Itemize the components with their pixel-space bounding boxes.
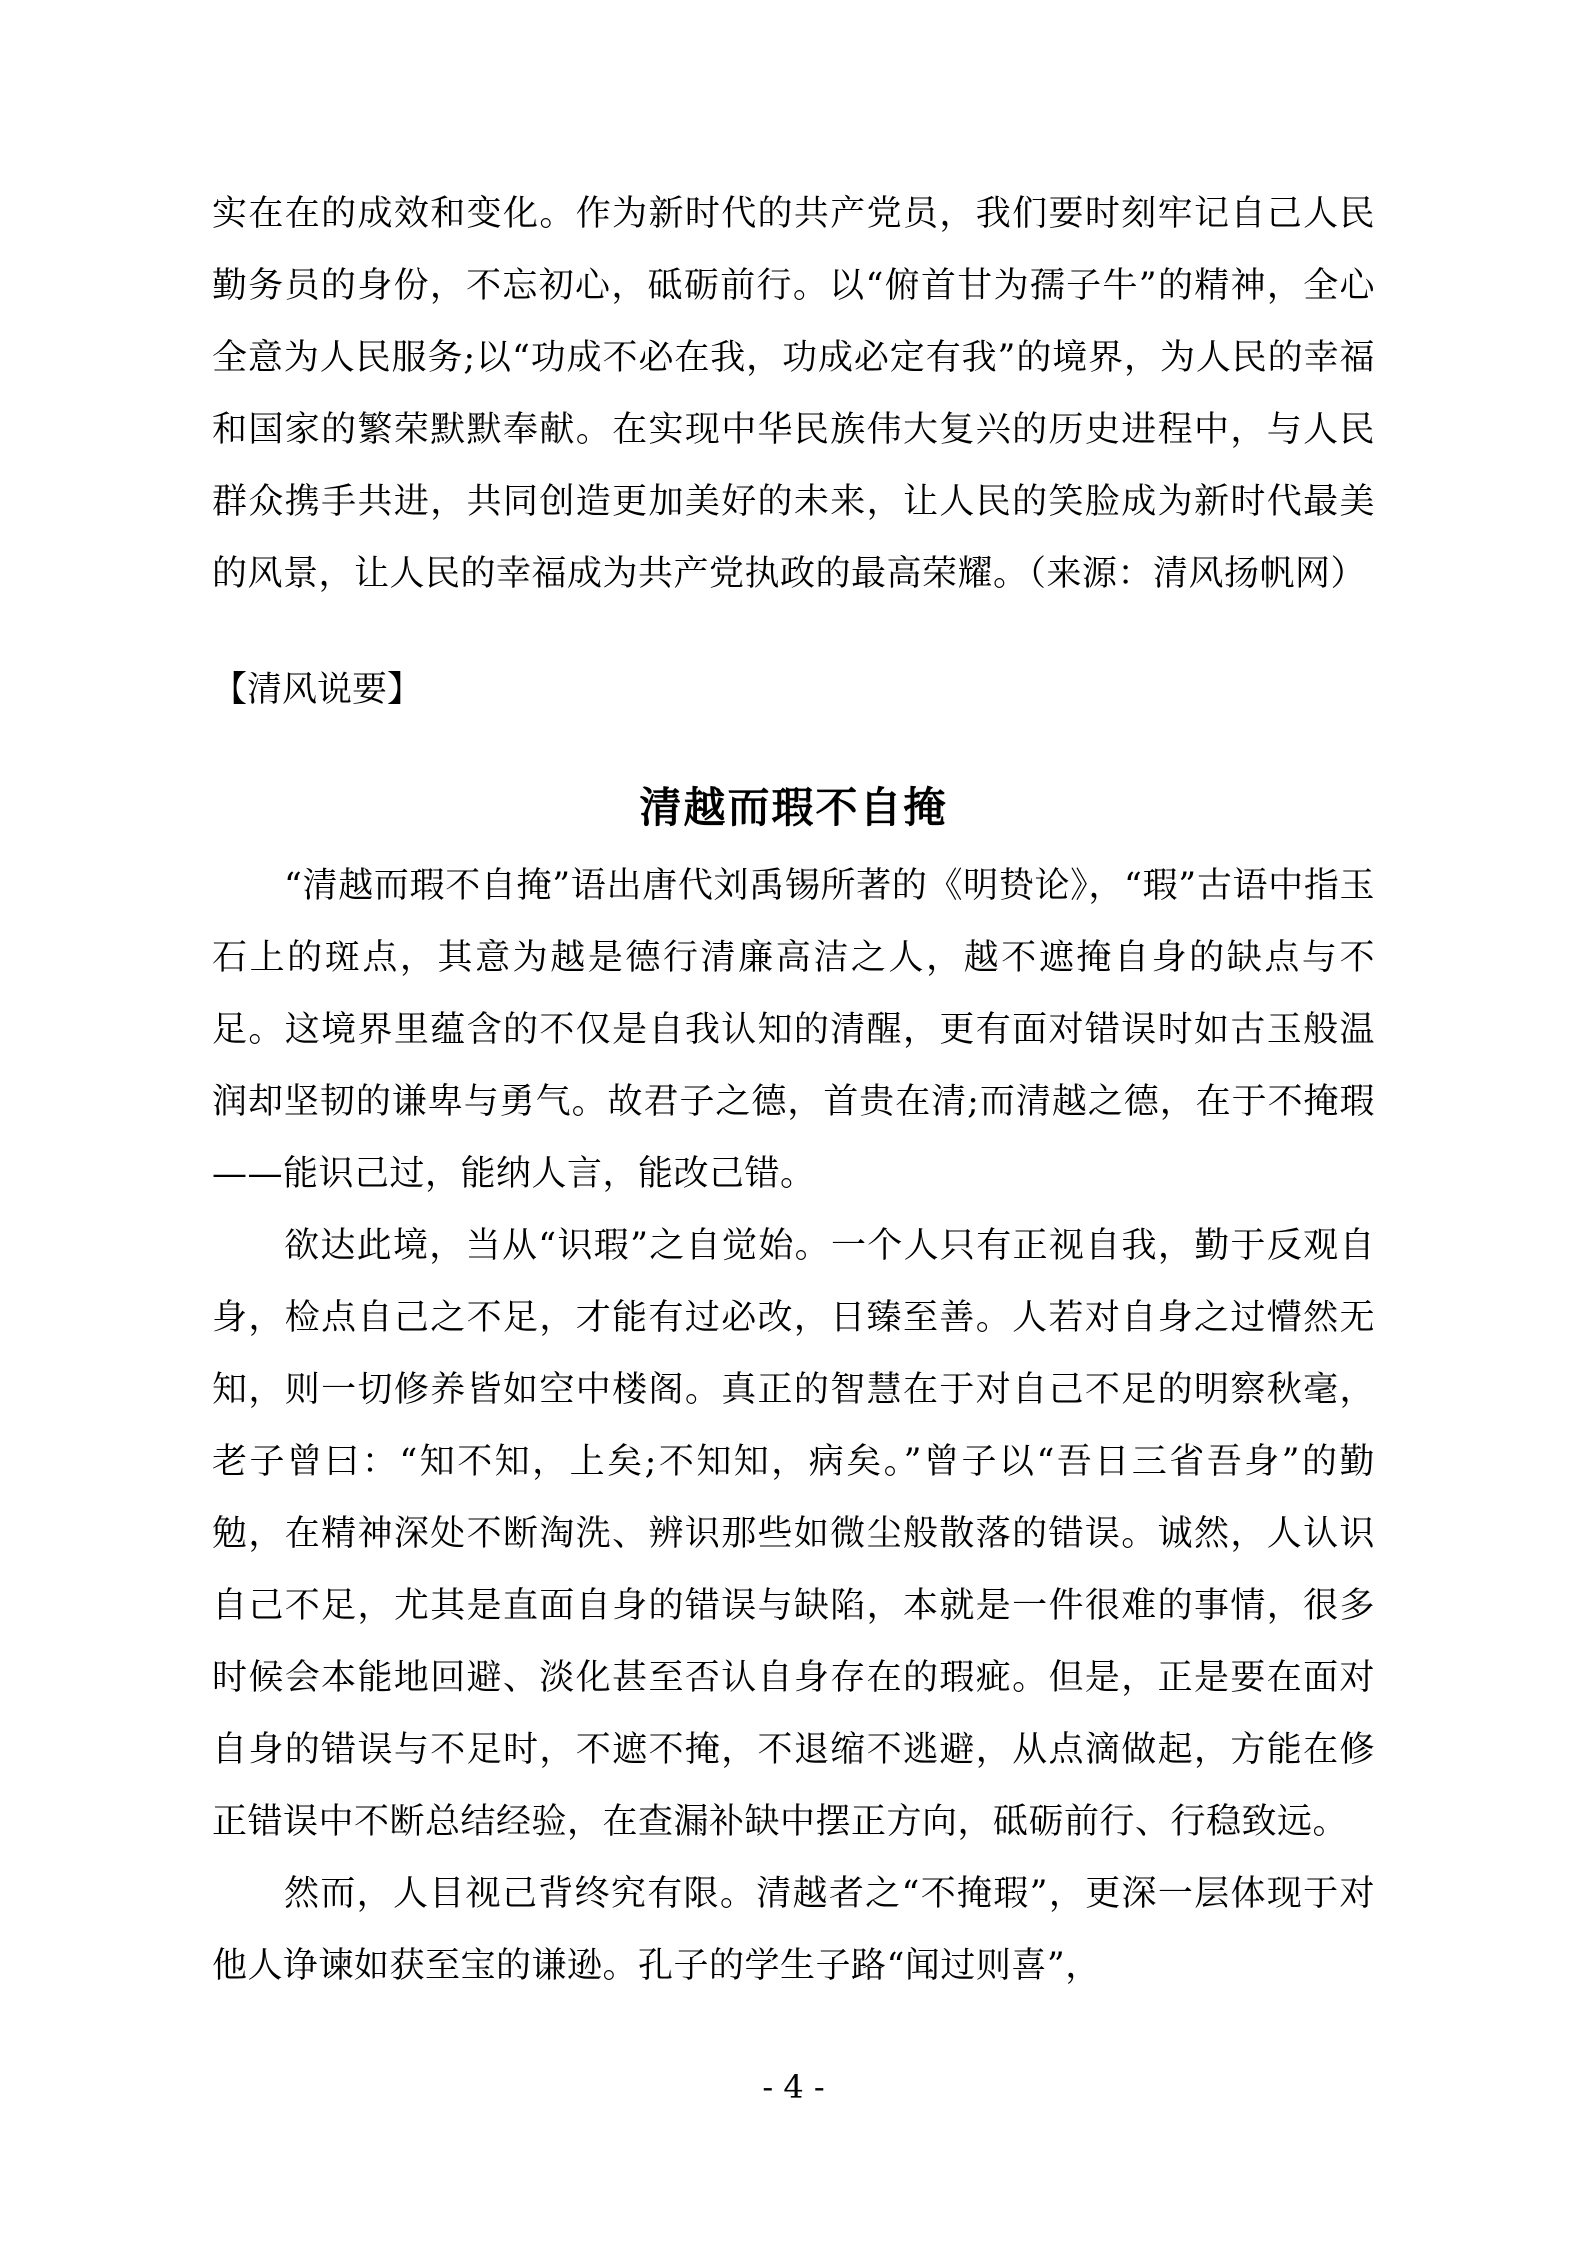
body-paragraph-2: 欲达此境，当从“识瑕”之自觉始。一个人只有正视自我，勤于反观自身，检点自己之不足，才能有过必改，日臻至善。人若对自身之过懵然无知，则一切修养皆如空中楼阁。真正的智慧在于对自己不足的明察秋毫，老子曾曰：“知不知，上矣;不知知，病矣。”曾子以“吾日三省吾身”的勤勉，在精神深处不断淘洗、辨识那些如微尘般散落的错误。诚然，人认识自己不足，尤其是直面自身的错误与缺陷，本就是一件很难的事情，很多时候会本能地回避、淡化甚至否认自身存在的瑕疵。但是，正是要在面对自身的错误与不足时，不遮不掩，不退缩不逃避，从点滴做起，方能在修正错误中不断总结经验，在查漏补缺中摆正方向，砥砺前行、行稳致远。: [212, 1226, 1375, 1842]
article-title: 清越而瑕不自掩: [639, 783, 948, 832]
section-tag: 【清风说要】: [212, 670, 423, 710]
page-number: - 4 -: [762, 2068, 825, 2106]
body-paragraph-1: “清越而瑕不自掩”语出唐代刘禹锡所著的《明贽论》，“瑕”古语中指玉石上的斑点，其意为越是德行清廉高洁之人，越不遮掩自身的缺点与不足。这境界里蕴含的不仅是自我认知的清醒，更有面对错误时如古玉般温润却坚韧的谦卑与勇气。故君子之德，首贵在清;而清越之德，在于不掩瑕——能识己过，能纳人言，能改己错。: [212, 866, 1375, 1194]
opening-paragraph: 实在在的成效和变化。作为新时代的共产党员，我们要时刻牢记自己人民勤务员的身份，不忘初心，砥砺前行。以“俯首甘为孺子牛”的精神，全心全意为人民服务;以“功成不必在我，功成必定有我”的境界，为人民的幸福和国家的繁荣默默奉献。在实现中华民族伟大复兴的历史进程中，与人民群众携手共进，共同创造更加美好的未来，让人民的笑脸成为新时代最美的风景，让人民的幸福成为共产党执政的最高荣耀。（来源：清风扬帆网）: [212, 194, 1375, 594]
page-content: [212, 178, 1375, 2002]
body-paragraph-3: 然而，人目视己背终究有限。清越者之“不掩瑕”，更深一层体现于对他人诤谏如获至宝的谦逊。孔子的学生子路“闻过则喜”，: [212, 1874, 1375, 1986]
